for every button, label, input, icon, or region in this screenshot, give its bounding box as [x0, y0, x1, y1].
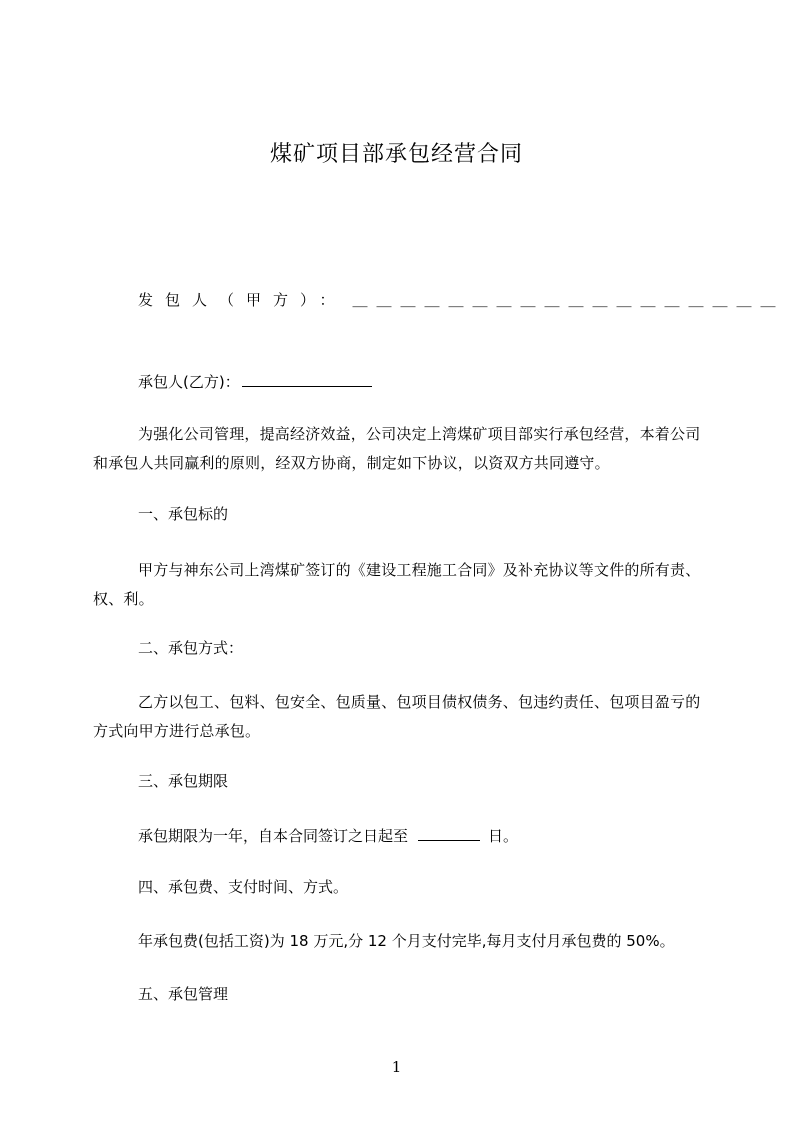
- party-a-blank: ＿＿＿＿＿＿＿＿＿＿＿＿＿＿＿＿＿＿: [352, 291, 785, 309]
- party-a-label: 发包人（甲方）：: [138, 291, 347, 309]
- section-1-body: 甲方与神东公司上湾煤矿签订的《建设工程施工合同》及补充协议等文件的所有责、权、利。: [93, 561, 701, 608]
- party-b-line: [138, 374, 372, 390]
- section-4-heading: 四、承包费、支付时间、方式。: [138, 878, 349, 896]
- page-number: 1: [391, 1058, 402, 1076]
- term-text-after: 日。: [488, 827, 519, 845]
- section-2-body: 乙方以包工、包料、包安全、包质量、包项目债权债务、包违约责任、包项目盈亏的方式向甲方进行总承包。: [93, 693, 701, 740]
- party-b-label: 承包人(乙方)：: [138, 373, 240, 391]
- term-end-blank: [418, 828, 480, 841]
- section-2-heading: 二、承包方式：: [138, 639, 244, 657]
- section-5-heading: 五、承包管理: [138, 985, 229, 1003]
- section-3-heading: 三、承包期限: [138, 772, 229, 790]
- party-a-line: [138, 293, 785, 308]
- document-title: 煤矿项目部承包经营合同: [269, 142, 523, 167]
- party-b-blank: [242, 374, 372, 387]
- section-4-body: 年承包费(包括工资)为 18 万元,分 12 个月支付完毕,每月支付月承包费的 50%。: [138, 932, 675, 950]
- intro-paragraph: 为强化公司管理，提高经济效益，公司决定上湾煤矿项目部实行承包经营，本着公司和承包人共同赢利的原则，经双方协商，制定如下协议，以资双方共同遵守。: [93, 425, 701, 472]
- section-1-heading: 一、承包标的: [138, 505, 229, 523]
- section-3-body: [138, 828, 518, 844]
- term-text-before: 承包期限为一年，自本合同签订之日起至: [138, 827, 409, 845]
